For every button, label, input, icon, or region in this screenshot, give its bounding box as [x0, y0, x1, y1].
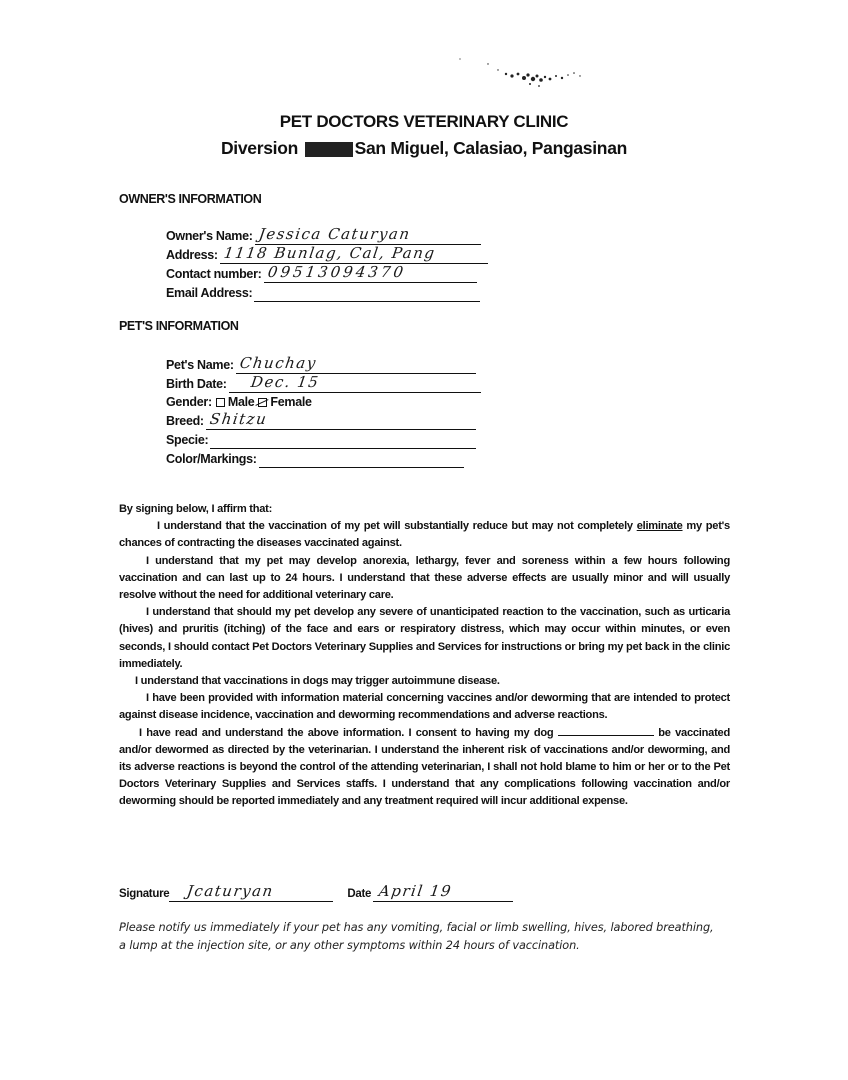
- owner-name-label: Owner's Name:: [166, 229, 253, 243]
- female-checkbox[interactable]: [258, 398, 267, 407]
- owner-name-row: [166, 226, 481, 245]
- consent-paragraph-4: I understand that vaccinations in dogs may trigger autoimmune disease.: [135, 675, 500, 688]
- consent-text: [119, 501, 730, 811]
- email-label: Email Address:: [166, 286, 253, 300]
- date-label: Date: [347, 888, 372, 900]
- consent-intro: By signing below, I affirm that:: [119, 503, 273, 515]
- consent-p6-text: I have read and understand the above information. I consent to having my dog: [139, 726, 554, 739]
- email-field[interactable]: [254, 283, 480, 302]
- birth-date-field[interactable]: [229, 374, 481, 393]
- breed-label: Breed:: [166, 414, 204, 428]
- gender-option-male[interactable]: [212, 395, 255, 411]
- email-row: [166, 283, 480, 302]
- consent-paragraph-2: I understand that my pet may develop anorexia, lethargy, fever and soreness within a few hours following vaccination and can last up to 24 hours. I understand that these adverse effects are usually minor and will usually resolve without the need for additional veterinary care.: [119, 554, 730, 602]
- address-field[interactable]: [220, 245, 488, 264]
- consent-p6-text-end: be vaccinated and/or dewormed as directed by the veterinarian. I understand the inherent risk of vaccinations and/or deworming, and its adverse reactions is beyond the control of the attending veterinarian, I shall not hold blame to him or her or to the Pet Doctors Veterinary Supplies and Services staffs. I understand that any complications following vaccination and/or deworming should be reported immediately and any treatment required will incur additional expense.: [119, 726, 730, 808]
- color-label: Color/Markings:: [166, 452, 257, 466]
- footer-note: Please notify us immediately if your pet has any vomiting, facial or limb swelling, hives, labored breathing, a lump at the injection site, or any other symptoms within 24 hours of vaccination.: [119, 921, 714, 952]
- consent-paragraph-1: [119, 518, 730, 552]
- gender-option-female[interactable]: [254, 395, 311, 411]
- clinic-name: PET DOCTORS VETERINARY CLINIC: [279, 112, 569, 131]
- female-label: Female: [270, 395, 312, 409]
- consent-paragraph-5: I have been provided with information material concerning vaccines and/or deworming that are intended to protect against disease incidence, vaccination and deworming recommendations and adverse reactions.: [119, 692, 730, 722]
- signature-label: Signature: [119, 888, 170, 900]
- pet-name-field[interactable]: [236, 355, 476, 374]
- consent-paragraph-3: I understand that should my pet develop any severe of unanticipated reaction to the vaccination, such as urticaria (hives) and pruritis (itching) of the face and ears or respiratory distress, which may occur within minutes, or even seconds, I should contact Pet Doctors Veterinary Supplies and Services for instructions or bring my pet back in the clinic immediately.: [119, 606, 730, 670]
- address-value: 1118 Bunlag, Cal, Pang: [222, 244, 437, 262]
- pet-name-row: [166, 355, 476, 374]
- breed-field[interactable]: [206, 411, 476, 430]
- contact-label: Contact number:: [166, 267, 262, 281]
- specie-label: Specie:: [166, 433, 209, 447]
- address-prefix: Diversion: [220, 138, 299, 158]
- male-label: Male: [227, 395, 255, 409]
- gender-label: Gender:: [166, 395, 212, 409]
- consent-p1-text: I understand that the vaccination of my pet will substantially reduce but may not completely: [157, 520, 633, 533]
- specie-row: [166, 430, 476, 449]
- address-row: [166, 245, 488, 264]
- specie-field[interactable]: [210, 430, 476, 449]
- signature-value: Jcaturyan: [186, 882, 276, 900]
- consent-p1-underlined: eliminate: [636, 520, 683, 533]
- birth-date-row: [166, 374, 481, 393]
- date-field[interactable]: [373, 881, 513, 902]
- birth-date-value: Dec. 15: [249, 373, 321, 391]
- owner-name-field[interactable]: [255, 226, 481, 245]
- birth-date-label: Birth Date:: [166, 377, 227, 391]
- owner-section-heading: OWNER'S INFORMATION: [119, 192, 262, 206]
- male-checkbox[interactable]: [216, 398, 225, 407]
- color-row: [166, 449, 464, 468]
- pet-section-heading: PET'S INFORMATION: [119, 319, 239, 333]
- dog-name-blank[interactable]: [558, 725, 654, 736]
- date-value: April 19: [377, 882, 454, 900]
- owner-name-value: Jessica Caturyan: [257, 225, 412, 243]
- signature-field[interactable]: [169, 881, 333, 902]
- scan-smudge: [440, 56, 590, 96]
- consent-p1-text-end: my pet's chances of contracting the diseases vaccinated against.: [119, 520, 730, 550]
- clinic-address: [0, 138, 848, 159]
- color-field[interactable]: [259, 449, 464, 468]
- breed-row: [166, 411, 476, 430]
- contact-value: 09513094370: [266, 263, 407, 281]
- pet-name-label: Pet's Name:: [166, 358, 234, 372]
- contact-field[interactable]: [264, 264, 477, 283]
- address-label: Address:: [166, 248, 218, 262]
- redaction-mark: [305, 142, 353, 157]
- consent-paragraph-6: [119, 725, 730, 811]
- signature-row: [119, 882, 513, 902]
- contact-row: [166, 264, 477, 283]
- breed-value: Shitzu: [208, 410, 269, 428]
- pet-name-value: Chuchay: [238, 354, 318, 372]
- gender-row: [166, 392, 312, 411]
- address-suffix: San Miguel, Calasiao, Pangasinan: [354, 138, 628, 158]
